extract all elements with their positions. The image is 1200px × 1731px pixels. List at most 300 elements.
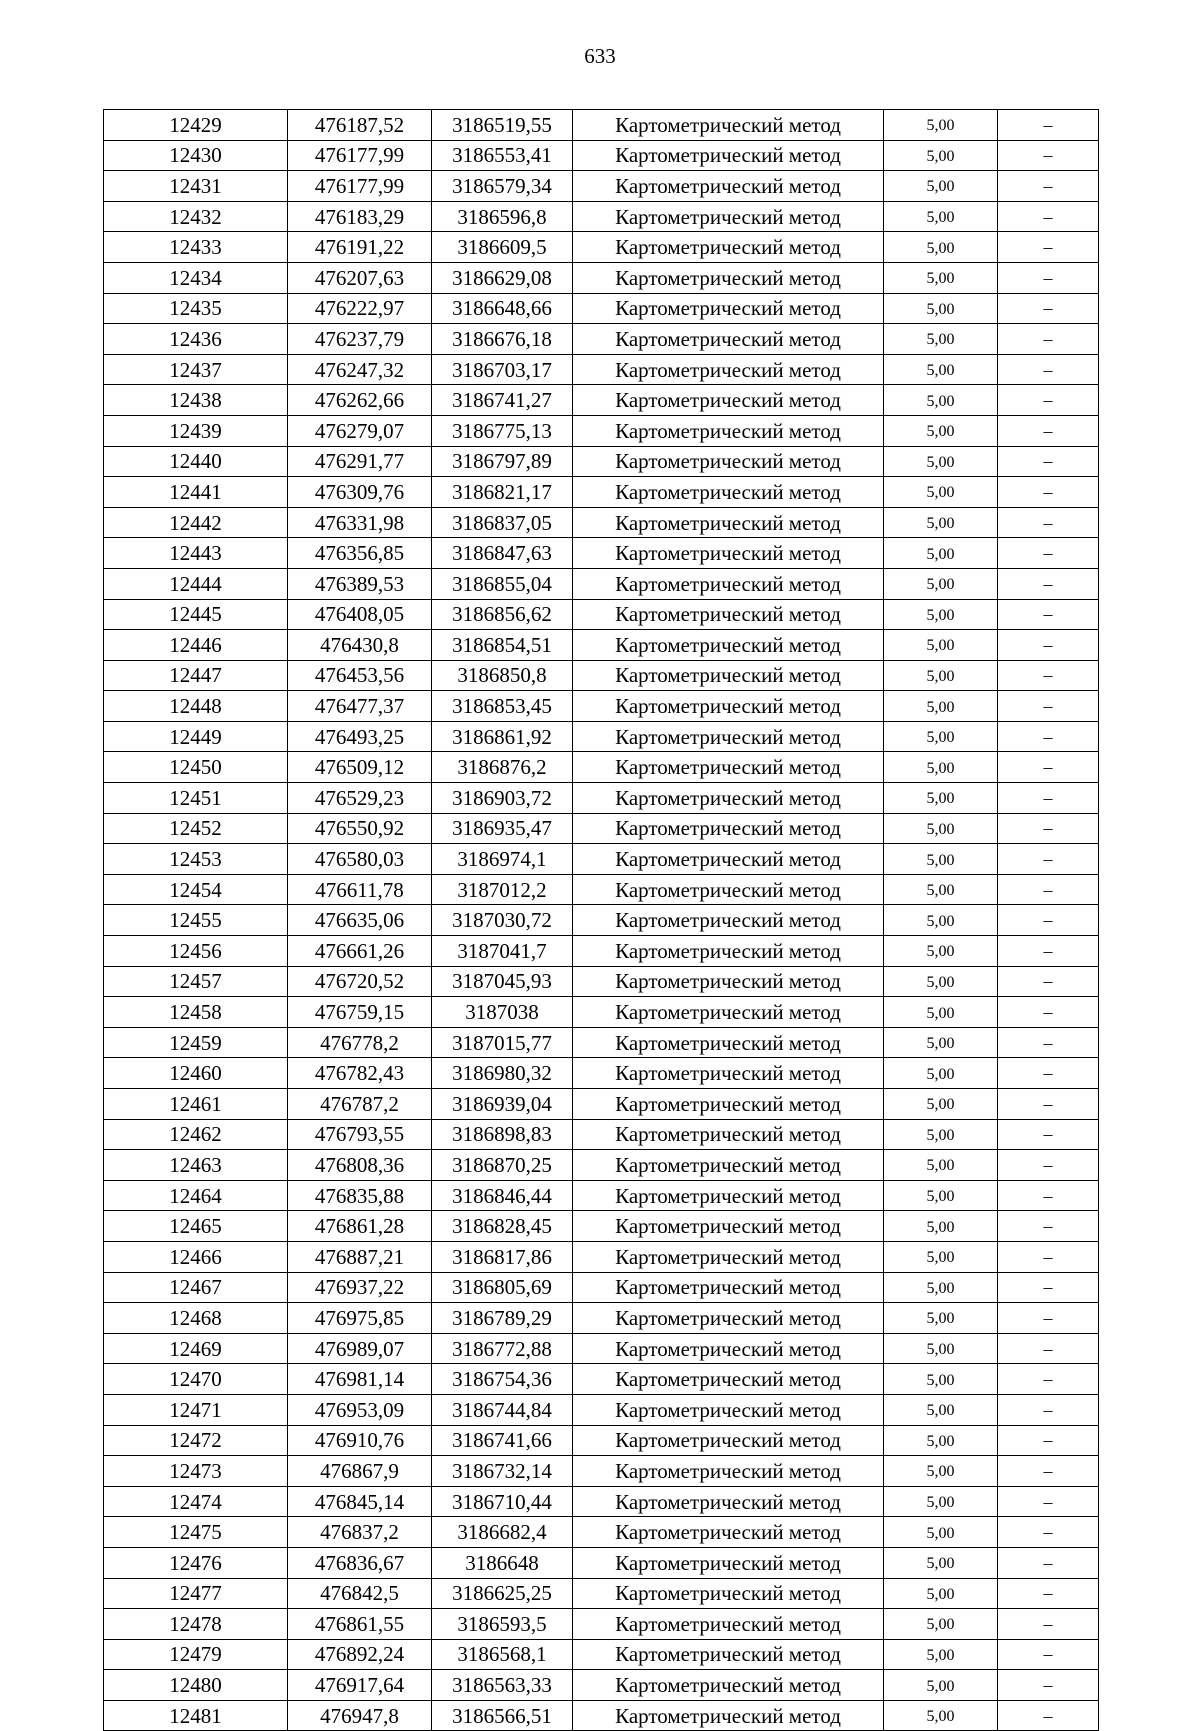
point-number-cell: 12453 — [104, 844, 288, 875]
accuracy-cell: 5,00 — [884, 538, 998, 569]
table-row — [104, 507, 1099, 538]
point-number-cell: 12481 — [104, 1700, 288, 1731]
x-coordinate-cell: 476808,36 — [288, 1150, 432, 1181]
method-cell: Картометрический метод — [573, 1303, 884, 1334]
note-cell: – — [998, 1119, 1099, 1150]
table-row — [104, 1486, 1099, 1517]
x-coordinate-cell: 476237,79 — [288, 324, 432, 355]
point-number-cell: 12465 — [104, 1211, 288, 1242]
y-coordinate-cell: 3186837,05 — [432, 507, 573, 538]
method-cell: Картометрический метод — [573, 293, 884, 324]
y-coordinate-cell: 3186789,29 — [432, 1303, 573, 1334]
table-row — [104, 1639, 1099, 1670]
table-row — [104, 477, 1099, 508]
method-cell: Картометрический метод — [573, 1456, 884, 1487]
point-number-cell: 12433 — [104, 232, 288, 263]
point-number-cell: 12475 — [104, 1517, 288, 1548]
table-row — [104, 446, 1099, 477]
point-number-cell: 12451 — [104, 783, 288, 814]
x-coordinate-cell: 476947,8 — [288, 1700, 432, 1731]
note-cell: – — [998, 171, 1099, 202]
note-cell: – — [998, 1241, 1099, 1272]
table-row — [104, 1578, 1099, 1609]
table-row — [104, 1241, 1099, 1272]
method-cell: Картометрический метод — [573, 783, 884, 814]
y-coordinate-cell: 3186593,5 — [432, 1609, 573, 1640]
method-cell: Картометрический метод — [573, 262, 884, 293]
table-row — [104, 1333, 1099, 1364]
accuracy-cell: 5,00 — [884, 936, 998, 967]
method-cell: Картометрический метод — [573, 110, 884, 141]
y-coordinate-cell: 3186568,1 — [432, 1639, 573, 1670]
y-coordinate-cell: 3186553,41 — [432, 140, 573, 171]
accuracy-cell: 5,00 — [884, 140, 998, 171]
point-number-cell: 12431 — [104, 171, 288, 202]
x-coordinate-cell: 476408,05 — [288, 599, 432, 630]
y-coordinate-cell: 3186850,8 — [432, 660, 573, 691]
x-coordinate-cell: 476887,21 — [288, 1241, 432, 1272]
page-number: 633 — [584, 44, 616, 68]
y-coordinate-cell: 3186870,25 — [432, 1150, 573, 1181]
point-number-cell: 12441 — [104, 477, 288, 508]
table-row — [104, 1517, 1099, 1548]
note-cell: – — [998, 1180, 1099, 1211]
y-coordinate-cell: 3186821,17 — [432, 477, 573, 508]
point-number-cell: 12480 — [104, 1670, 288, 1701]
accuracy-cell: 5,00 — [884, 1456, 998, 1487]
accuracy-cell: 5,00 — [884, 1119, 998, 1150]
point-number-cell: 12466 — [104, 1241, 288, 1272]
note-cell: – — [998, 293, 1099, 324]
y-coordinate-cell: 3186703,17 — [432, 354, 573, 385]
table-row — [104, 1364, 1099, 1395]
note-cell: – — [998, 630, 1099, 661]
method-cell: Картометрический метод — [573, 1058, 884, 1089]
accuracy-cell: 5,00 — [884, 874, 998, 905]
y-coordinate-cell: 3186710,44 — [432, 1486, 573, 1517]
y-coordinate-cell: 3186853,45 — [432, 691, 573, 722]
table-row — [104, 997, 1099, 1028]
method-cell: Картометрический метод — [573, 140, 884, 171]
note-cell: – — [998, 1700, 1099, 1731]
method-cell: Картометрический метод — [573, 354, 884, 385]
x-coordinate-cell: 476635,06 — [288, 905, 432, 936]
point-number-cell: 12479 — [104, 1639, 288, 1670]
point-number-cell: 12436 — [104, 324, 288, 355]
x-coordinate-cell: 476222,97 — [288, 293, 432, 324]
table-row — [104, 966, 1099, 997]
x-coordinate-cell: 476187,52 — [288, 110, 432, 141]
y-coordinate-cell: 3186876,2 — [432, 752, 573, 783]
accuracy-cell: 5,00 — [884, 1639, 998, 1670]
note-cell: – — [998, 691, 1099, 722]
y-coordinate-cell: 3186741,66 — [432, 1425, 573, 1456]
note-cell: – — [998, 110, 1099, 141]
table-row — [104, 1027, 1099, 1058]
x-coordinate-cell: 476389,53 — [288, 568, 432, 599]
accuracy-cell: 5,00 — [884, 1058, 998, 1089]
method-cell: Картометрический метод — [573, 1700, 884, 1731]
y-coordinate-cell: 3186648,66 — [432, 293, 573, 324]
y-coordinate-cell: 3186741,27 — [432, 385, 573, 416]
x-coordinate-cell: 476356,85 — [288, 538, 432, 569]
method-cell: Картометрический метод — [573, 721, 884, 752]
table-row — [104, 232, 1099, 263]
table-row — [104, 1425, 1099, 1456]
point-number-cell: 12468 — [104, 1303, 288, 1334]
point-number-cell: 12459 — [104, 1027, 288, 1058]
note-cell: – — [998, 1333, 1099, 1364]
point-number-cell: 12477 — [104, 1578, 288, 1609]
table-body — [104, 110, 1099, 1731]
table-row — [104, 201, 1099, 232]
x-coordinate-cell: 476191,22 — [288, 232, 432, 263]
table-row — [104, 171, 1099, 202]
x-coordinate-cell: 476842,5 — [288, 1578, 432, 1609]
method-cell: Картометрический метод — [573, 201, 884, 232]
table-row — [104, 1180, 1099, 1211]
y-coordinate-cell: 3186939,04 — [432, 1089, 573, 1120]
note-cell: – — [998, 1303, 1099, 1334]
table-row — [104, 568, 1099, 599]
method-cell: Картометрический метод — [573, 1150, 884, 1181]
point-number-cell: 12464 — [104, 1180, 288, 1211]
accuracy-cell: 5,00 — [884, 691, 998, 722]
accuracy-cell: 5,00 — [884, 660, 998, 691]
accuracy-cell: 5,00 — [884, 415, 998, 446]
x-coordinate-cell: 476291,77 — [288, 446, 432, 477]
y-coordinate-cell: 3186625,25 — [432, 1578, 573, 1609]
y-coordinate-cell: 3186772,88 — [432, 1333, 573, 1364]
accuracy-cell: 5,00 — [884, 354, 998, 385]
accuracy-cell: 5,00 — [884, 293, 998, 324]
x-coordinate-cell: 476953,09 — [288, 1394, 432, 1425]
table-row — [104, 905, 1099, 936]
accuracy-cell: 5,00 — [884, 844, 998, 875]
x-coordinate-cell: 476720,52 — [288, 966, 432, 997]
note-cell: – — [998, 446, 1099, 477]
x-coordinate-cell: 476975,85 — [288, 1303, 432, 1334]
point-number-cell: 12471 — [104, 1394, 288, 1425]
y-coordinate-cell: 3186856,62 — [432, 599, 573, 630]
y-coordinate-cell: 3186817,86 — [432, 1241, 573, 1272]
y-coordinate-cell: 3186744,84 — [432, 1394, 573, 1425]
x-coordinate-cell: 476580,03 — [288, 844, 432, 875]
method-cell: Картометрический метод — [573, 171, 884, 202]
x-coordinate-cell: 476207,63 — [288, 262, 432, 293]
point-number-cell: 12460 — [104, 1058, 288, 1089]
note-cell: – — [998, 1578, 1099, 1609]
table-row — [104, 354, 1099, 385]
method-cell: Картометрический метод — [573, 936, 884, 967]
method-cell: Картометрический метод — [573, 1180, 884, 1211]
method-cell: Картометрический метод — [573, 1333, 884, 1364]
table-row — [104, 1609, 1099, 1640]
note-cell: – — [998, 568, 1099, 599]
table-row — [104, 538, 1099, 569]
point-number-cell: 12470 — [104, 1364, 288, 1395]
y-coordinate-cell: 3186519,55 — [432, 110, 573, 141]
x-coordinate-cell: 476177,99 — [288, 140, 432, 171]
point-number-cell: 12445 — [104, 599, 288, 630]
method-cell: Картометрический метод — [573, 660, 884, 691]
x-coordinate-cell: 476309,76 — [288, 477, 432, 508]
point-number-cell: 12455 — [104, 905, 288, 936]
accuracy-cell: 5,00 — [884, 507, 998, 538]
method-cell: Картометрический метод — [573, 232, 884, 263]
accuracy-cell: 5,00 — [884, 1180, 998, 1211]
note-cell: – — [998, 385, 1099, 416]
point-number-cell: 12442 — [104, 507, 288, 538]
accuracy-cell: 5,00 — [884, 1241, 998, 1272]
x-coordinate-cell: 476279,07 — [288, 415, 432, 446]
accuracy-cell: 5,00 — [884, 905, 998, 936]
x-coordinate-cell: 476910,76 — [288, 1425, 432, 1456]
y-coordinate-cell: 3187015,77 — [432, 1027, 573, 1058]
method-cell: Картометрический метод — [573, 1394, 884, 1425]
note-cell: – — [998, 660, 1099, 691]
table-row — [104, 1394, 1099, 1425]
table-row — [104, 110, 1099, 141]
accuracy-cell: 5,00 — [884, 966, 998, 997]
accuracy-cell: 5,00 — [884, 232, 998, 263]
x-coordinate-cell: 476177,99 — [288, 171, 432, 202]
method-cell: Картометрический метод — [573, 1547, 884, 1578]
note-cell: – — [998, 874, 1099, 905]
note-cell: – — [998, 599, 1099, 630]
accuracy-cell: 5,00 — [884, 262, 998, 293]
table-row — [104, 1272, 1099, 1303]
method-cell: Картометрический метод — [573, 691, 884, 722]
table-row — [104, 1119, 1099, 1150]
point-number-cell: 12449 — [104, 721, 288, 752]
note-cell: – — [998, 1486, 1099, 1517]
table-row — [104, 813, 1099, 844]
point-number-cell: 12473 — [104, 1456, 288, 1487]
method-cell: Картометрический метод — [573, 324, 884, 355]
y-coordinate-cell: 3187030,72 — [432, 905, 573, 936]
x-coordinate-cell: 476247,32 — [288, 354, 432, 385]
note-cell: – — [998, 1058, 1099, 1089]
note-cell: – — [998, 721, 1099, 752]
table-row — [104, 1058, 1099, 1089]
y-coordinate-cell: 3186847,63 — [432, 538, 573, 569]
x-coordinate-cell: 476611,78 — [288, 874, 432, 905]
accuracy-cell: 5,00 — [884, 477, 998, 508]
table-row — [104, 324, 1099, 355]
method-cell: Картометрический метод — [573, 1425, 884, 1456]
accuracy-cell: 5,00 — [884, 752, 998, 783]
x-coordinate-cell: 476183,29 — [288, 201, 432, 232]
x-coordinate-cell: 476493,25 — [288, 721, 432, 752]
x-coordinate-cell: 476477,37 — [288, 691, 432, 722]
table-row — [104, 1670, 1099, 1701]
y-coordinate-cell: 3187045,93 — [432, 966, 573, 997]
x-coordinate-cell: 476861,55 — [288, 1609, 432, 1640]
point-number-cell: 12430 — [104, 140, 288, 171]
note-cell: – — [998, 1547, 1099, 1578]
note-cell: – — [998, 1670, 1099, 1701]
point-number-cell: 12432 — [104, 201, 288, 232]
point-number-cell: 12457 — [104, 966, 288, 997]
accuracy-cell: 5,00 — [884, 110, 998, 141]
accuracy-cell: 5,00 — [884, 1303, 998, 1334]
y-coordinate-cell: 3187012,2 — [432, 874, 573, 905]
point-number-cell: 12434 — [104, 262, 288, 293]
note-cell: – — [998, 538, 1099, 569]
method-cell: Картометрический метод — [573, 477, 884, 508]
accuracy-cell: 5,00 — [884, 599, 998, 630]
accuracy-cell: 5,00 — [884, 813, 998, 844]
point-number-cell: 12435 — [104, 293, 288, 324]
note-cell: – — [998, 997, 1099, 1028]
x-coordinate-cell: 476867,9 — [288, 1456, 432, 1487]
table-row — [104, 1547, 1099, 1578]
note-cell: – — [998, 1456, 1099, 1487]
accuracy-cell: 5,00 — [884, 1089, 998, 1120]
y-coordinate-cell: 3186596,8 — [432, 201, 573, 232]
accuracy-cell: 5,00 — [884, 1700, 998, 1731]
accuracy-cell: 5,00 — [884, 783, 998, 814]
point-number-cell: 12440 — [104, 446, 288, 477]
method-cell: Картометрический метод — [573, 538, 884, 569]
y-coordinate-cell: 3186732,14 — [432, 1456, 573, 1487]
y-coordinate-cell: 3186797,89 — [432, 446, 573, 477]
method-cell: Картометрический метод — [573, 1670, 884, 1701]
note-cell: – — [998, 1639, 1099, 1670]
point-number-cell: 12474 — [104, 1486, 288, 1517]
note-cell: – — [998, 752, 1099, 783]
accuracy-cell: 5,00 — [884, 568, 998, 599]
accuracy-cell: 5,00 — [884, 1578, 998, 1609]
note-cell: – — [998, 201, 1099, 232]
x-coordinate-cell: 476331,98 — [288, 507, 432, 538]
x-coordinate-cell: 476845,14 — [288, 1486, 432, 1517]
y-coordinate-cell: 3186974,1 — [432, 844, 573, 875]
y-coordinate-cell: 3186805,69 — [432, 1272, 573, 1303]
y-coordinate-cell: 3186846,44 — [432, 1180, 573, 1211]
note-cell: – — [998, 936, 1099, 967]
note-cell: – — [998, 1272, 1099, 1303]
table-row — [104, 752, 1099, 783]
accuracy-cell: 5,00 — [884, 1272, 998, 1303]
note-cell: – — [998, 232, 1099, 263]
point-number-cell: 12450 — [104, 752, 288, 783]
method-cell: Картометрический метод — [573, 415, 884, 446]
y-coordinate-cell: 3186828,45 — [432, 1211, 573, 1242]
x-coordinate-cell: 476430,8 — [288, 630, 432, 661]
table-row — [104, 599, 1099, 630]
accuracy-cell: 5,00 — [884, 1364, 998, 1395]
method-cell: Картометрический метод — [573, 1639, 884, 1670]
method-cell: Картометрический метод — [573, 874, 884, 905]
table-row — [104, 936, 1099, 967]
y-coordinate-cell: 3186903,72 — [432, 783, 573, 814]
coordinates-table — [103, 109, 1099, 1731]
point-number-cell: 12437 — [104, 354, 288, 385]
method-cell: Картометрический метод — [573, 1578, 884, 1609]
x-coordinate-cell: 476782,43 — [288, 1058, 432, 1089]
note-cell: – — [998, 1364, 1099, 1395]
y-coordinate-cell: 3186980,32 — [432, 1058, 573, 1089]
y-coordinate-cell: 3186566,51 — [432, 1700, 573, 1731]
method-cell: Картометрический метод — [573, 1272, 884, 1303]
point-number-cell: 12462 — [104, 1119, 288, 1150]
x-coordinate-cell: 476509,12 — [288, 752, 432, 783]
y-coordinate-cell: 3186775,13 — [432, 415, 573, 446]
x-coordinate-cell: 476759,15 — [288, 997, 432, 1028]
y-coordinate-cell: 3186682,4 — [432, 1517, 573, 1548]
method-cell: Картометрический метод — [573, 1517, 884, 1548]
accuracy-cell: 5,00 — [884, 1425, 998, 1456]
point-number-cell: 12438 — [104, 385, 288, 416]
table-row — [104, 844, 1099, 875]
x-coordinate-cell: 476892,24 — [288, 1639, 432, 1670]
x-coordinate-cell: 476787,2 — [288, 1089, 432, 1120]
table-row — [104, 1150, 1099, 1181]
y-coordinate-cell: 3186898,83 — [432, 1119, 573, 1150]
x-coordinate-cell: 476837,2 — [288, 1517, 432, 1548]
note-cell: – — [998, 1609, 1099, 1640]
note-cell: – — [998, 783, 1099, 814]
method-cell: Картометрический метод — [573, 1211, 884, 1242]
y-coordinate-cell: 3186855,04 — [432, 568, 573, 599]
method-cell: Картометрический метод — [573, 905, 884, 936]
x-coordinate-cell: 476778,2 — [288, 1027, 432, 1058]
x-coordinate-cell: 476453,56 — [288, 660, 432, 691]
method-cell: Картометрический метод — [573, 813, 884, 844]
method-cell: Картометрический метод — [573, 507, 884, 538]
x-coordinate-cell: 476861,28 — [288, 1211, 432, 1242]
point-number-cell: 12467 — [104, 1272, 288, 1303]
note-cell: – — [998, 477, 1099, 508]
method-cell: Картометрический метод — [573, 844, 884, 875]
method-cell: Картометрический метод — [573, 1119, 884, 1150]
accuracy-cell: 5,00 — [884, 1333, 998, 1364]
method-cell: Картометрический метод — [573, 1089, 884, 1120]
x-coordinate-cell: 476917,64 — [288, 1670, 432, 1701]
accuracy-cell: 5,00 — [884, 630, 998, 661]
table-row — [104, 783, 1099, 814]
table-row — [104, 660, 1099, 691]
accuracy-cell: 5,00 — [884, 324, 998, 355]
x-coordinate-cell: 476550,92 — [288, 813, 432, 844]
y-coordinate-cell: 3186935,47 — [432, 813, 573, 844]
point-number-cell: 12472 — [104, 1425, 288, 1456]
method-cell: Картометрический метод — [573, 997, 884, 1028]
note-cell: – — [998, 1150, 1099, 1181]
note-cell: – — [998, 813, 1099, 844]
x-coordinate-cell: 476262,66 — [288, 385, 432, 416]
point-number-cell: 12454 — [104, 874, 288, 905]
accuracy-cell: 5,00 — [884, 1027, 998, 1058]
y-coordinate-cell: 3187041,7 — [432, 936, 573, 967]
note-cell: – — [998, 140, 1099, 171]
accuracy-cell: 5,00 — [884, 1517, 998, 1548]
method-cell: Картометрический метод — [573, 752, 884, 783]
point-number-cell: 12458 — [104, 997, 288, 1028]
y-coordinate-cell: 3186579,34 — [432, 171, 573, 202]
y-coordinate-cell: 3187038 — [432, 997, 573, 1028]
x-coordinate-cell: 476793,55 — [288, 1119, 432, 1150]
table-row — [104, 630, 1099, 661]
accuracy-cell: 5,00 — [884, 171, 998, 202]
table-row — [104, 262, 1099, 293]
method-cell: Картометрический метод — [573, 966, 884, 997]
table-row — [104, 1211, 1099, 1242]
table-row — [104, 1089, 1099, 1120]
point-number-cell: 12446 — [104, 630, 288, 661]
